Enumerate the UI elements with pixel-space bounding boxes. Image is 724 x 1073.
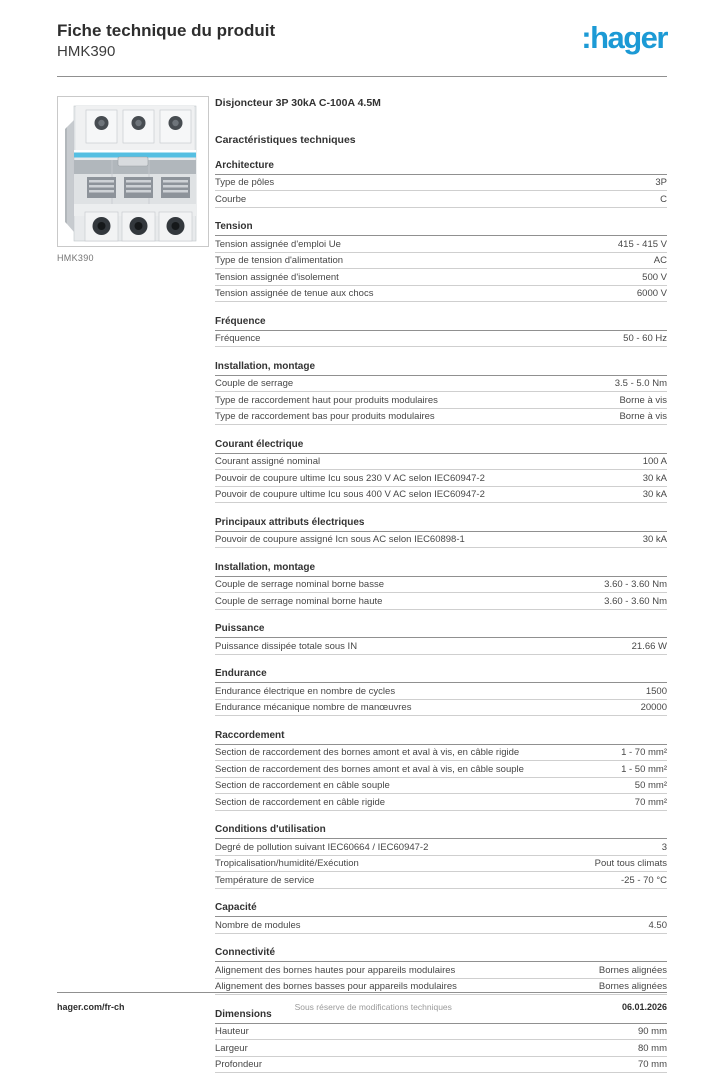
section-title: Raccordement (215, 728, 667, 745)
spec-value: 30 kA (642, 489, 667, 501)
spec-value: AC (653, 255, 667, 267)
spec-label: Nombre de modules (215, 919, 301, 931)
section-title: Installation, montage (215, 359, 667, 376)
spec-row (215, 1040, 667, 1057)
section-title: Dimensions (215, 1007, 667, 1024)
spec-section (215, 437, 667, 504)
spec-label: Puissance dissipée totale sous IN (215, 640, 358, 652)
spec-row (215, 856, 667, 873)
spec-row (215, 872, 667, 889)
spec-row (215, 470, 667, 487)
spec-label: Type de raccordement bas pour produits modulaires (215, 411, 435, 423)
section-title: Courant électrique (215, 437, 667, 454)
spec-value: 3.60 - 3.60 Nm (604, 579, 667, 591)
spec-value: 50 - 60 Hz (623, 333, 667, 345)
spec-section (215, 359, 667, 426)
spec-label: Température de service (215, 874, 315, 886)
spec-label: Pouvoir de coupure assigné Icn sous AC selon IEC60898-1 (215, 534, 465, 546)
spec-section (215, 219, 667, 302)
spec-label: Degré de pollution suivant IEC60664 / IEC60947-2 (215, 841, 429, 853)
doc-header-left (57, 20, 275, 60)
spec-row (215, 962, 667, 979)
spec-section (215, 822, 667, 889)
spec-row (215, 683, 667, 700)
spec-section (215, 1007, 667, 1073)
spec-label: Couple de serrage nominal borne haute (215, 595, 383, 607)
spec-row (215, 532, 667, 549)
spec-label: Courbe (215, 193, 247, 205)
product-image-caption: HMK390 (57, 253, 94, 264)
section-title: Capacité (215, 900, 667, 917)
spec-label: Endurance électrique en nombre de cycles (215, 685, 396, 697)
spec-value: 80 mm (637, 1042, 667, 1054)
spec-section (215, 945, 667, 995)
spec-label: Hauteur (215, 1026, 249, 1038)
spec-label: Section de raccordement en câble souple (215, 780, 390, 792)
spec-label: Type de raccordement haut pour produits modulaires (215, 394, 438, 406)
spec-row (215, 454, 667, 471)
spec-section (215, 621, 667, 655)
section-title: Installation, montage (215, 560, 667, 577)
section-title: Fréquence (215, 314, 667, 331)
spec-row (215, 236, 667, 253)
spec-value: 30 kA (642, 534, 667, 546)
spec-label: Couple de serrage nominal borne basse (215, 579, 384, 591)
spec-row (215, 392, 667, 409)
content (57, 96, 667, 1073)
spec-value: 70 mm (637, 1059, 667, 1071)
product-image-column (57, 96, 215, 1073)
spec-row (215, 191, 667, 208)
spec-label: Tropicalisation/humidité/Exécution (215, 858, 359, 870)
spec-value: 30 kA (642, 472, 667, 484)
spec-value: 1 - 70 mm² (621, 747, 667, 759)
spec-value: 20000 (640, 702, 667, 714)
spec-row (215, 376, 667, 393)
section-title: Conditions d'utilisation (215, 822, 667, 839)
spec-value: 1 - 50 mm² (621, 763, 667, 775)
spec-value: 4.50 (648, 919, 667, 931)
spec-label: Tension assignée d'isolement (215, 271, 339, 283)
spec-value: 90 mm (637, 1026, 667, 1038)
spec-label: Tension assignée d'emploi Ue (215, 238, 341, 250)
spec-row (215, 794, 667, 811)
spec-value: 70 mm² (634, 796, 667, 808)
hager-logo: :hager (581, 20, 667, 55)
spec-section (215, 314, 667, 348)
spec-label: Endurance mécanique nombre de manœuvres (215, 702, 412, 714)
doc-header (57, 20, 667, 77)
spec-row (215, 638, 667, 655)
footer-website-link[interactable]: hager.com/fr-ch (57, 1002, 125, 1012)
spec-value: -25 - 70 °C (620, 874, 667, 886)
spec-label: Section de raccordement en câble rigide (215, 796, 386, 808)
spec-label: Tension assignée de tenue aux chocs (215, 288, 374, 300)
spec-row (215, 761, 667, 778)
spec-value: Bornes alignées (598, 981, 667, 993)
spec-label: Couple de serrage (215, 378, 294, 390)
spec-table-heading: Caractéristiques techniques (215, 134, 356, 147)
spec-label: Section de raccordement des bornes amont et aval à vis, en câble rigide (215, 747, 520, 759)
spec-section (215, 158, 667, 208)
spec-row (215, 1024, 667, 1041)
spec-label: Fréquence (215, 333, 261, 345)
spec-row (215, 286, 667, 303)
spec-value: 3P (655, 177, 667, 189)
spec-value: 3.5 - 5.0 Nm (614, 378, 667, 390)
spec-section (215, 900, 667, 934)
spec-table (215, 158, 667, 1073)
spec-label: Pouvoir de coupure ultime Icu sous 230 V AC selon IEC60947-2 (215, 472, 485, 484)
section-title: Puissance (215, 621, 667, 638)
spec-column (215, 96, 667, 1073)
spec-row (215, 577, 667, 594)
section-title: Architecture (215, 158, 667, 175)
spec-row (215, 917, 667, 934)
footer-date: 06.01.2026 (621, 1002, 667, 1012)
spec-label: Largeur (215, 1042, 248, 1054)
spec-label: Section de raccordement des bornes amont et aval à vis, en câble souple (215, 763, 524, 775)
spec-value: 3 (661, 841, 667, 853)
doc-footer (57, 992, 667, 1012)
spec-value: Borne à vis (619, 394, 667, 406)
spec-label: Alignement des bornes hautes pour appareils modulaires (215, 964, 456, 976)
spec-label: Alignement des bornes basses pour appareils modulaires (215, 981, 457, 993)
spec-value: 415 - 415 V (617, 238, 667, 250)
page-title: Fiche technique du produit (57, 21, 276, 40)
spec-value: 500 V (642, 271, 667, 283)
circuit-breaker-image (63, 102, 203, 242)
spec-value: 100 A (642, 456, 667, 468)
spec-value: C (660, 193, 667, 205)
spec-label: Courant assigné nominal (215, 456, 321, 468)
spec-row (215, 1057, 667, 1073)
product-code: HMK390 (57, 43, 116, 61)
spec-row (215, 839, 667, 856)
product-name: Disjoncteur 3P 30kA C-100A 4.5M (215, 97, 381, 110)
spec-value: 3.60 - 3.60 Nm (604, 595, 667, 607)
spec-row (215, 269, 667, 286)
spec-value: 1500 (645, 685, 667, 697)
section-title: Connectivité (215, 945, 667, 962)
section-title: Endurance (215, 666, 667, 683)
product-image-frame (57, 96, 209, 247)
spec-row (215, 409, 667, 426)
spec-row (215, 175, 667, 192)
spec-row (215, 331, 667, 348)
spec-row (215, 253, 667, 270)
spec-value: Borne à vis (619, 411, 667, 423)
spec-value: 6000 V (636, 288, 667, 300)
footer-disclaimer: Sous réserve de modifications techniques (294, 1002, 452, 1012)
spec-label: Type de tension d'alimentation (215, 255, 344, 267)
spec-label: Type de pôles (215, 177, 275, 189)
spec-row (215, 745, 667, 762)
section-title: Principaux attributs électriques (215, 515, 667, 532)
spec-row (215, 778, 667, 795)
spec-row (215, 487, 667, 504)
spec-value: Bornes alignées (598, 964, 667, 976)
spec-section (215, 666, 667, 716)
spec-label: Profondeur (215, 1059, 263, 1071)
section-title: Tension (215, 219, 667, 236)
spec-value: 50 mm² (634, 780, 667, 792)
spec-row (215, 593, 667, 610)
spec-section (215, 515, 667, 549)
spec-section (215, 560, 667, 610)
spec-value: Pout tous climats (594, 858, 667, 870)
spec-row (215, 700, 667, 717)
spec-section (215, 728, 667, 811)
spec-value: 21.66 W (631, 640, 667, 652)
spec-label: Pouvoir de coupure ultime Icu sous 400 V AC selon IEC60947-2 (215, 489, 485, 501)
